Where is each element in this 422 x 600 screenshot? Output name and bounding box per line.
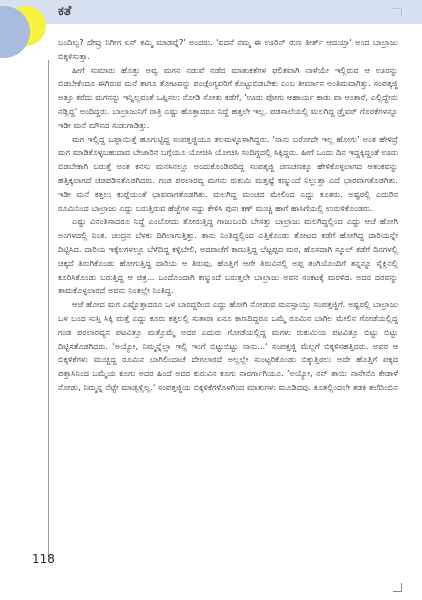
- paragraph: ಮಗ ಇಲ್ಲಿದ್ದ ಒಪ್ಪಾಯಿತ್ತೆ ಹೂಗುಟ್ಟಿದ್ದ ಸಂಪತ್ತಜ್ಜಿಯೂ ತಲಮಳ್ಳೂಳಾಗಿದ್ದರು. 'ನಾನು ಬರೋದೇ ಇಲ್ಲ ಹೋಗು' ಅಂತ ಹೇಳಿದ್ರೆ ಮಗ ಮಾಡಿಕೊಳ್ಳಬಹುದಾದ ಬೇಜಾರಿನ ಬಗ್ಗೆಯೂ ಯೋಚಿಸಿ ಯೋಚಿಸಿ ಸಂದಿಗ್ಧದಲ್ಲಿ ಸಿಕ್ಕಿದ್ದರು. ಹೀಗೆ ಒಂದು ದಿನ ಇದ್ದಕ್ಕಿದ್ದಂತೆ ಊರು ಬಿಡಬೇಕಾಗಿ ಬರುತ್ತೆ ಅಂತ ಕನಸು ಮನಸಿನಲ್ಲೂ ಅಂದುಕೊಂಡಿರದಿದ್ದ ಸಂಪತ್ಕಜ್ಜಿ ಚಣಚಣಕ್ಕೂ ಹೇಳಿಕೊಳ್ಳಲಾಗದ ಆತಂಕವನ್ನು ಹತ್ತಿಕ್ಕಲಾಗದೆ ಚಡಪಡಿಸತೊಡಗಿದರು. ಗಂಡ ಪರಲಾರವ್ಯ ಮಗನು ರುಕುಮಿ ಮತ್ತಷ್ಟೆ ಕಣ್ಮುಂದೆ ನಿಲ್ಲುತ್ತಾ ಎದೆ ಭಾರವಾಗತೊಡಗಿತು. ಇಡೀ ಮನೆ ಕತ್ತಲು ಕುಪ್ಪೆಯಂತೆ ಭಾವವಾಗತೊಡಗಿತು. ಮಲಗಿದ್ದ ಮಂಚದ ಮೇಲಿಂದ ಎದ್ದು ಕೂತರು. ಅಷ್ಟರಲ್ಲಿ ಎದುರಿನ ರೂಮಿನಿಂದ ಬಾಲ್ರಾಜು ಎದ್ದು ಬರುತ್ತಿರುವ ಹೆಜ್ಜೆಗಳ ಸದ್ದು ಕೇಳಿಸಿ ಪುನಃ ಕಣ್ ಮುಚ್ಚಿ ಹಾಗೆ ಹಾಸಿಗೆಯಲ್ಲಿ ಉರುಳಿಕೊಂಡರು.: [58, 133, 398, 213]
- registration-mark: [393, 583, 402, 592]
- story-body: [58, 36, 398, 546]
- page-number: 118: [32, 552, 55, 566]
- paragraph: ಎಷ್ಟು ವಿನಂತಿಸಾದರೂ ನಿದ್ದೆ ಎಂಬೋದು ತೋರುತ್ತಿದ್ದ ಗಾಜುಬಂದಿ ಬೇಸತ್ತು ಬಾಲ್ರಾಜು ಮಲಗಿದ್ದಲ್ಲಿಂದ ಎದ್ದು ಆಚೆ ಹೋಗಿ ಅಂಗಳದಲ್ಲಿ ನಿಂತ. ಚಂದ್ರನ ಬೆಳಕು ದಿಗಿಲಾಗುತ್ತಿತ್ತು. ತಾನು ನಿಂತಿದ್ದಲ್ಲಿಂದ ಎತ್ತಿಕೊಂಡು ತೋಟದ ಕಡೆಗೆ ಹೋಗಿದ್ದ ದಾರಿಯನ್ನೇ ದಿಟ್ಟಿಸಿದ. ದಾರಿಯ ಇಕ್ಕೆಲಗಳಲ್ಲೂ ಬೆಳೆದಿದ್ದ ಕಳ್ಳಿಬೇಲಿ, ಅದರಾಚೆಗೆ ಕಾಣುತ್ತಿದ್ದ ಬೆಟ್ಟಪ್ಪದ ಮರ, ಹೊಸದಾಗಿ ಸ್ಕೂಲ್ ಕಡೆಗೆ ದಿನಗಳಲ್ಲಿ ಚಿಕ್ಕದೆ ತಿರುಗಿಕೊಂಡು ಹೋಗುತ್ತಿದ್ದ ದಾರಿಯ ಆ ತಿರುವು, ಹೊತ್ತಿಗೆ ಆಗೇ ತಿರುವಿನಲ್ಲಿ ಅಪ್ಪ ತಂಗಿಯೊಂದಿಗೆ ತನ್ನನ್ನೂ ಸೈಕ್ಲಿನಲ್ಲಿ ಕೂರಿಸಿಕೊಂಡು ಬರುತ್ತಿದ್ದ ಆ ಚಿತ್ರ... ಒಂದೊಂದಾಗಿ ಕಣ್ಮುಂದೆ ಬರುತ್ತಲೇ ಬಾಲ್ರಾಜು ಅವನ ಸಂಕಟಕ್ಕೆ ಮರಳಿದ. ಅದರ ದರವನ್ನು ತಾಮಕೊಳ್ಳಲಾರದೆ ಅವನು ನಿಂತಲ್ಲೇ ನಿಂತಿದ್ದ.: [58, 216, 398, 296]
- registration-mark: [393, 8, 402, 17]
- paragraph: ಬಂದಿಲ್ವ? ದೇವ್ರು ನಿಗೀಗ ಏನ್ ಕಮ್ಮಿ ಮಾಡವ್ನೆ?' ಅಂದರು. 'ಐದನೆ ನಮ್ಮ ಈ ಊರಿನ್ ರುಣ ತೀರ್ತ್ ಆದಯ್ತಾ' ಅಂದ ಬಾಲ್ರಾಜು ಬಿಕ್ಕಳಿಸುತ್ತಾ.: [58, 37, 398, 61]
- paragraph: ಆಚೆ ಹೋದ ಮಗ ಎಷ್ಟೊತ್ತಾದರೂ ಒಳ ಬಾರದ್ದರಿಂದ ಎದ್ದು ಹೋಗಿ ನೋಡುವ ಮನಸ್ಸಾಯ್ತು ಸಂಪತ್ತಜ್ಜಿಗೆ. ಅಷ್ಟರಲ್ಲಿ ಬಾಲ್ರಾಜು ಒಳ ಬಂದ ಸುಸ್ತಿ ಸಿಕ್ಕಿ ಮತ್ತೆ ಎದ್ದು ಕೂರು ಕತ್ತಲಲ್ಲಿ ಸುತಾರಾ ಏನೂ ಕಾಣದಿದ್ದರೂ ಒಮ್ಮೆ ರೂಮಿನ ಬಾಗಿಲ ಮೇಲಿನ ಗೋಡೆಯಲ್ಲಿದ್ದ ಗಂಡ ಪರಲಾರವ್ಯನ ಪಟವಿತ್ತೂ ಮತ್ತೊಮ್ಮೆ ಅದರ ಎದುರು ಗೋಡೆಯಲ್ಲಿದ್ದ ಮಗಳು ರುಕುಮಿಯ ಪಟವಿತ್ತೂ ಬಿಟ್ಟು ಬಿಟ್ಟು ದಿಟ್ಟಿಸತೊಡಗಿದರು. 'ಅಯ್ಯೋ, ನಿಮ್ಮನ್ನೆಲ್ಲಾ ಇಲ್ಲಿ ಇಂಗೆ ಬಿಟ್ಟುಬಿಟ್ಟು ನಾನು...' ಸಂಪತ್ತಜ್ಜಿ ಮೆಲ್ಲಗೆ ಬಿಕ್ಕಳಿಸಹತ್ತಿದರು. ಅವರ ಆ ಬಿಕ್ಕಳಿಕೆಗಳು ಮುಚ್ಚಿದ್ದ ರೂಮಿನ ಬಾಗಿಲಿಂದಾಚೆ ದೇಗಲಾರದೆ ಅಲ್ಲಲ್ಲೇ ಸುಂಟ್ಟರಿಕೊಂಡು ಬಿಕ್ಕುತ್ತಿರಲು ಅದೇ ಹೊತ್ತಿಗೆ ಪಕ್ಕದ ಪತ್ತಾಸಿನಿಂದ ಒಮ್ಮೆಯ ಕೂಗು ಅದರ ಹಿಂದೆ ಅದರ ಕುರುವಿನ ಕೂಗು ನಾರರ್ಗಾಗಿಯೂ. 'ಅಯ್ಯೋ, ನನ್ ತಾಯಿ ನಾನೇನೊ ಕೇಡಾಳೆ ನೋಡು, ನಿಮ್ಮನ್ನ ನೆಟ್ಟೇ ಮಾಡ್ವಳ್ಲಿಲ್ಲ.' ಸಂಪತ್ತಜ್ಜಿಯ ಬಿಕ್ಕಳಿಕೆಗಳೊಳಗಿಂದ ಮಾತುಗಳು ಮೂಡಿದವು. ಕೂತಲ್ಲಿಂದಲೇ ತಡಕಿ ತಲೆದಿಂಬಿನ: [58, 299, 398, 392]
- margin-rule: [48, 60, 49, 560]
- paragraph: ಹೀಗೆ ಸುಮಾರು ಹೊತ್ತು ಅವ್ವ ಮಗನ ನಡುವೆ ನಡೆದ ಮಾತುಕತೆಗಳ ಫಲಿತವಾಗಿ ನಾಳೆಯೇ ಇಲ್ಲಿರುವ ಆ ಊರನ್ನು ಬಿಡಬೇಕೆಂದೂ ಈಗಿರುವ ಮನೆ ತಾಗೂ ತೋಟವನ್ನು ಪಂಚ್ಗೆಂಗ್ಯವರಿಗೆ ಕೊಟ್ಟುಬಿಡಬೇಕು ಎಂಬ ತೀರ್ಮಾನ ಅಂತಿಮವಾಗಿತ್ತು. ಸಂಪತ್ಕಜ್ಜಿ ಅತ್ತೂ ಕರೆದು ಮಗನನ್ನು ಇನ್ನಿಲ್ಲವಂತೆ ಒಪ್ಪಿಸಲು ನೋಡಿ ಸೋತು ಕಡೆಗೆ, 'ಊರು ಪೋಗು ಆಹಾರ್ಯ ಕಾಡು ವಾ ಅಂತಾರೆ, ಎಲ್ಲಿದ್ದೇನು ನಡ್ಲಿದ್ದ' ಅಂದಿದ್ದರು. ಬಾಲ್ರಾಜುನಿಗೆ ರಾತ್ರಿ ಎಷ್ಟು ಹೊತ್ತಾದರೂ ನಿದ್ದೆ ಹತ್ತಲೇ ಇಲ್ಲ. ಪಡಸಾಲೆಯಲ್ಲಿ ಮಲಗಿದ್ದ ಡ್ರೈವರ್ ಗೊರಕೆಗಳನ್ನೂ ಇಡೀ ಮನೆ ಮೌನದ ಸುಡುಗಾಡಿತ್ತು.: [58, 64, 398, 130]
- section-label: ಕತೆ: [58, 4, 72, 19]
